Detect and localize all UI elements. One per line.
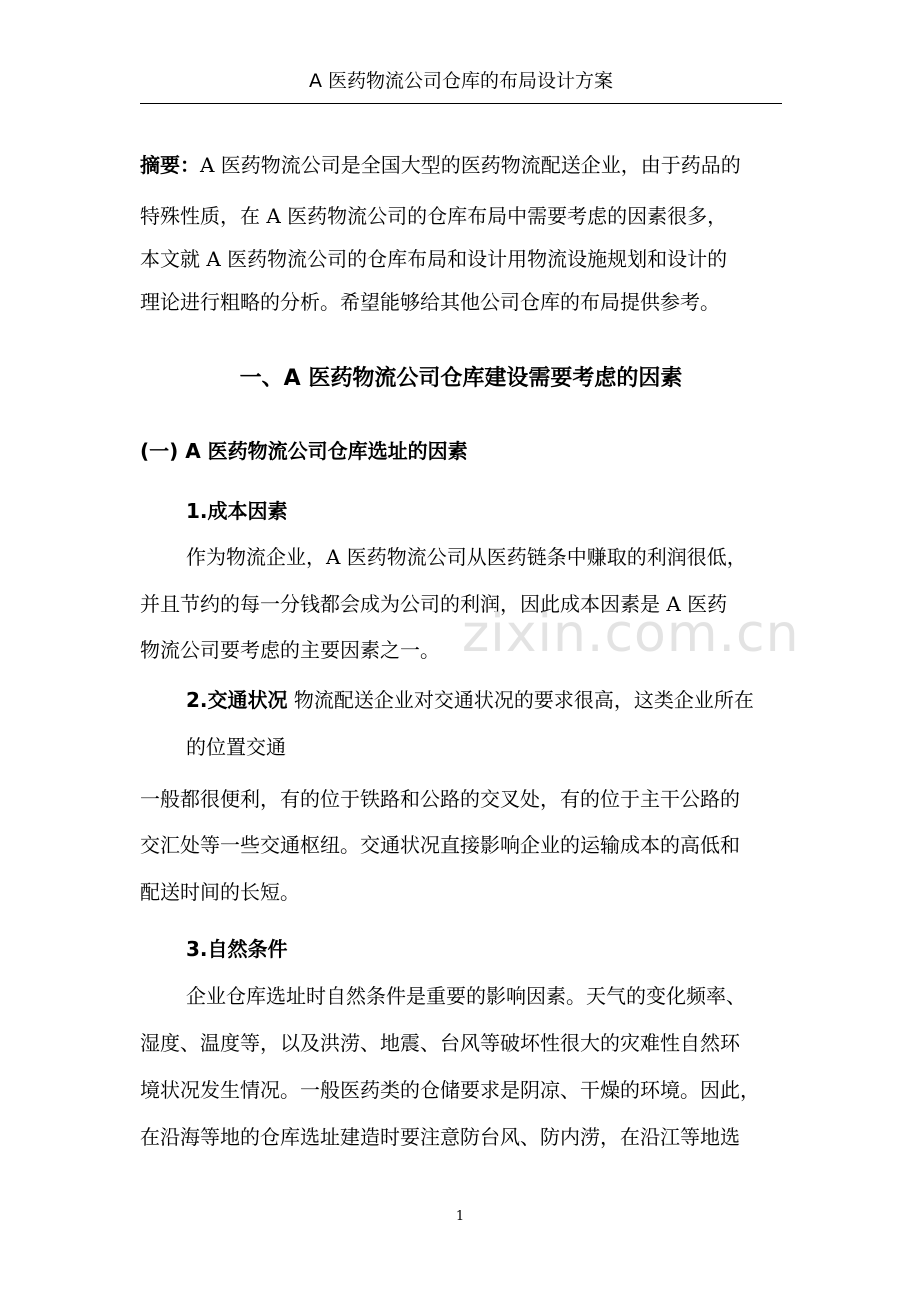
paragraph-line: 物流公司要考虑的主要因素之一。 <box>140 638 440 662</box>
header-rule <box>140 103 782 104</box>
paragraph-line: 交汇处等一些交通枢纽。交通状况直接影响企业的运输成本的高低和 <box>140 833 740 857</box>
paragraph-text: 物流配送企业对交通状况的要求很高，这类企业所在 <box>287 688 754 712</box>
abstract-line-4: 理论进行粗略的分析。希望能够给其他公司仓库的布局提供参考。 <box>140 290 720 314</box>
paragraph-line: 企业仓库选址时自然条件是重要的影响因素。天气的变化频率、 <box>186 984 746 1008</box>
paragraph-line: 的位置交通 <box>186 735 286 759</box>
paragraph-line: 湿度、温度等，以及洪涝、地震、台风等破坏性很大的灾难性自然环 <box>140 1031 740 1055</box>
abstract-line-1 <box>140 151 741 179</box>
abstract-line-3: 本文就 A 医药物流公司的仓库布局和设计用物流设施规划和设计的 <box>140 247 728 271</box>
page-number: 1 <box>455 1209 465 1224</box>
paragraph-line: 在沿海等地的仓库选址建造时要注意防台风、防内涝，在沿江等地选 <box>140 1125 740 1149</box>
paragraph-line: 境状况发生情况。一般医药类的仓储要求是阴凉、干燥的环境。因此， <box>140 1078 760 1102</box>
paragraph-line: 并且节约的每一分钱都会成为公司的利润，因此成本因素是 A 医药 <box>140 592 728 616</box>
item-line-traffic <box>186 686 754 714</box>
section-heading: 一、A 医药物流公司仓库建设需要考虑的因素 <box>239 366 683 391</box>
page-header-title: A 医药物流公司仓库的布局设计方案 <box>308 70 614 92</box>
paragraph-line: 配送时间的长短。 <box>140 880 300 904</box>
abstract-text-1: A 医药物流公司是全国大型的医药物流配送企业，由于药品的 <box>200 153 741 177</box>
item-heading-traffic: 2.交通状况 <box>186 688 288 712</box>
item-heading-cost: 1.成本因素 <box>186 499 288 523</box>
subsection-heading: (一) A 医药物流公司仓库选址的因素 <box>140 439 468 463</box>
item-heading-nature: 3.自然条件 <box>186 937 288 961</box>
paragraph-line: 一般都很便利，有的位于铁路和公路的交叉处，有的位于主干公路的 <box>140 787 740 811</box>
abstract-label: 摘要： <box>140 153 200 177</box>
watermark: zixin.com.cn <box>462 604 800 664</box>
paragraph-line: 作为物流企业，A 医药物流公司从医药链条中赚取的利润很低， <box>186 545 747 569</box>
abstract-line-2: 特殊性质，在 A 医药物流公司的仓库布局中需要考虑的因素很多， <box>140 204 728 228</box>
